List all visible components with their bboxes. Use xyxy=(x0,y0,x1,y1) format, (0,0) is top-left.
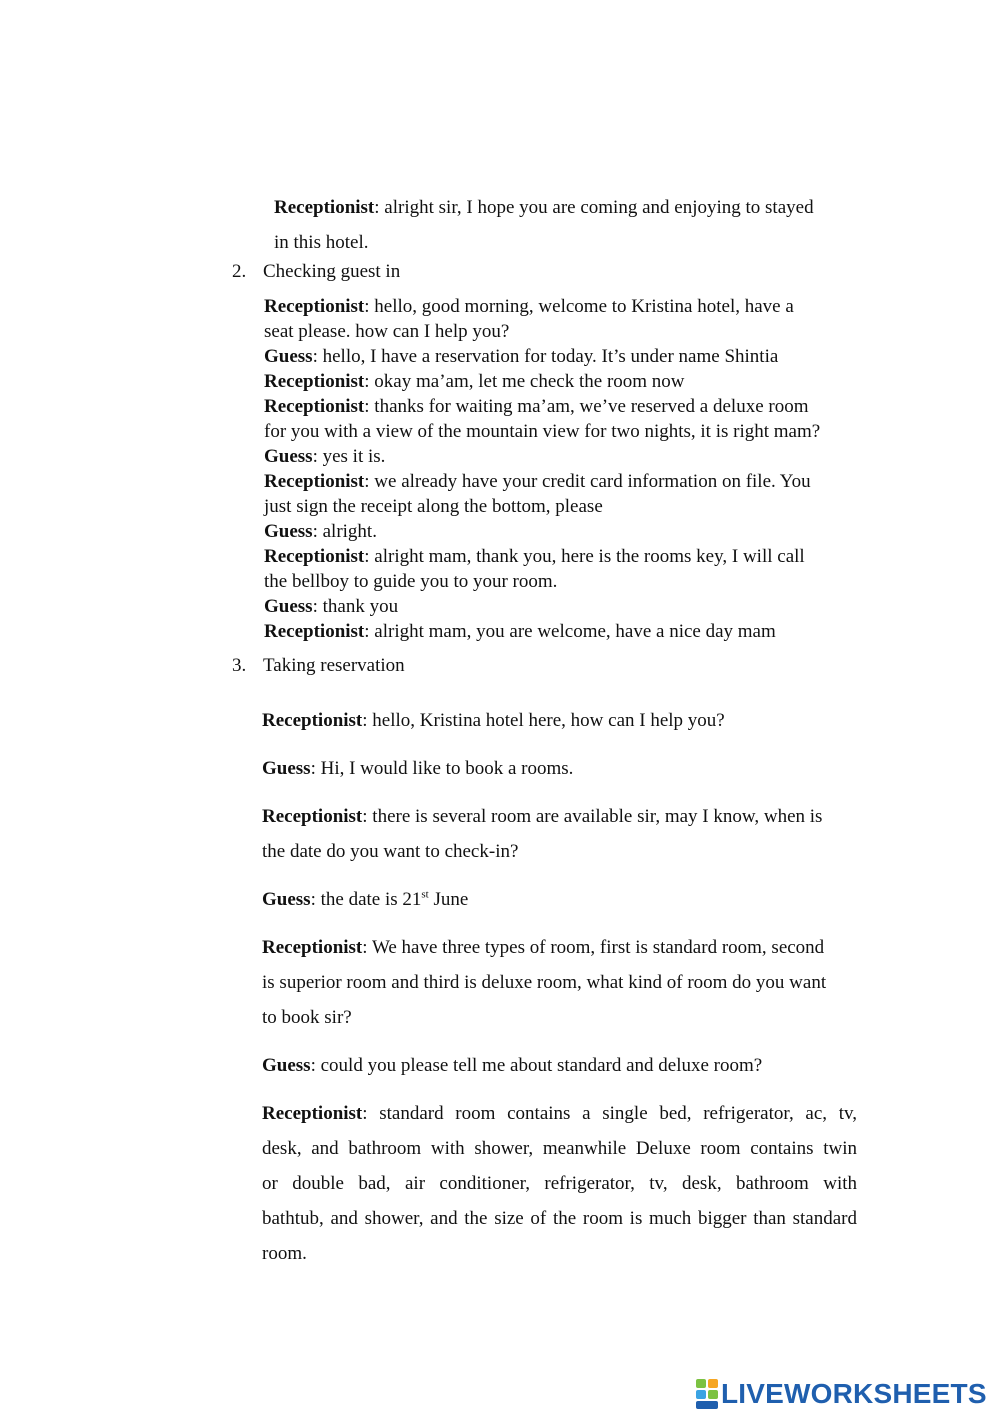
speaker-label: Guess xyxy=(262,758,311,779)
checkin-dialogue-line: just sign the receipt along the bottom, please xyxy=(264,496,603,517)
speaker-label: Guess xyxy=(262,1055,311,1076)
section-2-title: Checking guest in xyxy=(263,261,401,282)
checkin-dialogue-line: Receptionist: alright mam, you are welcome, have a nice day mam xyxy=(264,621,776,642)
reservation-paragraph-2: Guess: Hi, I would like to book a rooms. xyxy=(262,758,574,779)
speaker-label: Receptionist xyxy=(262,937,363,958)
checkin-dialogue-line: Receptionist: okay ma’am, let me check the room now xyxy=(264,371,685,392)
reservation-paragraph-6: Guess: could you please tell me about standard and deluxe room? xyxy=(262,1055,763,1076)
speaker-label: Receptionist xyxy=(264,546,365,567)
speaker-label: Guess xyxy=(264,521,313,542)
speaker-label: Receptionist xyxy=(264,396,365,417)
reservation-paragraph-3: Receptionist: there is several room are available sir, may I know, when is the date do you want to check-in? xyxy=(262,806,823,862)
speaker-label: Guess xyxy=(264,596,313,617)
reservation-paragraph-1: Receptionist: hello, Kristina hotel here, how can I help you? xyxy=(262,710,725,731)
checkin-dialogue-line: Guess: hello, I have a reservation for today. It’s under name Shintia xyxy=(264,346,779,367)
liveworksheets-logo-text: LIVEWORKSHEETS xyxy=(721,1378,987,1409)
speaker-label: Receptionist xyxy=(264,621,365,642)
checkin-dialogue-line: Receptionist: thanks for waiting ma’am, we’ve reserved a deluxe room xyxy=(264,396,809,417)
checkin-dialogue-line: Guess: thank you xyxy=(264,596,399,617)
section-2-dialogue xyxy=(264,294,864,644)
intro-dialogue xyxy=(274,190,858,260)
speaker-label: Receptionist xyxy=(262,1103,363,1124)
checkin-dialogue-line: Guess: yes it is. xyxy=(264,446,386,467)
checkin-dialogue-line: Receptionist: alright mam, thank you, here is the rooms key, I will call xyxy=(264,546,805,567)
speaker-label: Receptionist xyxy=(264,371,365,392)
checkin-dialogue-line: Guess: alright. xyxy=(264,521,377,542)
intro-line-2: in this hotel. xyxy=(274,232,369,253)
liveworksheets-logo xyxy=(696,1374,987,1414)
checkin-dialogue-line: Receptionist: we already have your credit card information on file. You xyxy=(264,471,811,492)
section-3-number: 3. xyxy=(232,655,247,676)
speaker-label: Guess xyxy=(264,446,313,467)
section-2-number: 2. xyxy=(232,261,247,282)
checkin-dialogue-line: seat please. how can I help you? xyxy=(264,321,510,342)
reservation-paragraph-5: Receptionist: We have three types of room, first is standard room, second is superior room and third is deluxe room, what kind of room do you want to book sir? xyxy=(262,937,827,1028)
checkin-dialogue-line: for you with a view of the mountain view for two nights, it is right mam? xyxy=(264,421,821,442)
reservation-paragraph-4: Guess: the date is 21st June xyxy=(262,888,469,910)
section-3-title: Taking reservation xyxy=(263,655,405,676)
liveworksheets-logo-icon xyxy=(696,1379,718,1409)
reservation-paragraph-7: Receptionist: standard room contains a single bed, refrigerator, ac, tv, desk, and bathroom with shower, meanwhile Deluxe room contains twin or double bad, air conditioner, refrigerator, tv, desk, bathroom with bathtub, and shower, and the size of the room is much bigger than standard room. xyxy=(262,1103,857,1264)
checkin-dialogue-line: the bellboy to guide you to your room. xyxy=(264,571,558,592)
speaker-label: Receptionist xyxy=(264,471,365,492)
intro-line-1: Receptionist: alright sir, I hope you are coming and enjoying to stayed xyxy=(274,197,814,218)
speaker-label: Receptionist xyxy=(262,710,363,731)
speaker-label: Receptionist xyxy=(264,296,365,317)
speaker-label: Receptionist xyxy=(262,806,363,827)
checkin-dialogue-line: Receptionist: hello, good morning, welcome to Kristina hotel, have a xyxy=(264,296,794,317)
speaker-label: Guess xyxy=(264,346,313,367)
speaker-label: Guess xyxy=(262,889,311,910)
